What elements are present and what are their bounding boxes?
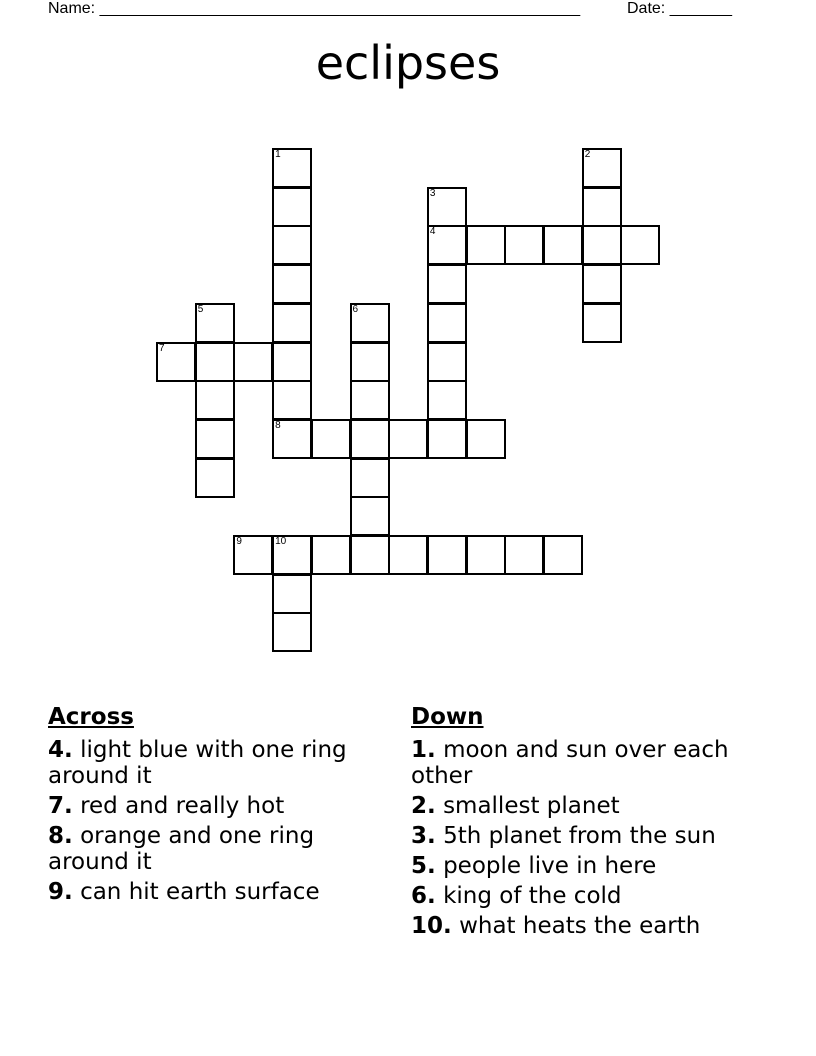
grid-cell[interactable] bbox=[388, 535, 428, 575]
clue-number: 3. bbox=[411, 823, 436, 849]
grid-cell[interactable] bbox=[272, 225, 312, 265]
across-clues bbox=[48, 704, 393, 909]
grid-cell[interactable] bbox=[195, 458, 235, 498]
clue-text: red and really hot bbox=[80, 793, 285, 819]
grid-cell[interactable] bbox=[427, 187, 467, 227]
grid-cell[interactable] bbox=[582, 264, 622, 304]
clue-number: 4. bbox=[48, 737, 73, 763]
clue-number: 1. bbox=[411, 737, 436, 763]
page-title: eclipses bbox=[315, 36, 501, 90]
grid-cell[interactable] bbox=[195, 419, 235, 459]
down-clue bbox=[411, 823, 771, 849]
clue-number: 5. bbox=[411, 853, 436, 879]
down-clue bbox=[411, 793, 771, 819]
grid-cell[interactable] bbox=[427, 535, 467, 575]
clue-number: 8. bbox=[48, 823, 73, 849]
clue-number: 2. bbox=[411, 793, 436, 819]
cell-number: 7 bbox=[159, 342, 165, 354]
grid-cell[interactable] bbox=[311, 419, 351, 459]
grid-cell[interactable] bbox=[350, 380, 390, 420]
date-field-label: Date: _______ bbox=[627, 0, 732, 17]
clue-text: light blue with one ring around it bbox=[48, 737, 347, 789]
grid-cell[interactable] bbox=[427, 380, 467, 420]
down-clue bbox=[411, 853, 771, 879]
grid-cell[interactable] bbox=[272, 303, 312, 343]
grid-cell[interactable] bbox=[582, 148, 622, 188]
cell-number: 3 bbox=[429, 187, 436, 199]
grid-cell[interactable] bbox=[350, 458, 390, 498]
grid-cell[interactable] bbox=[388, 419, 428, 459]
grid-cell[interactable] bbox=[350, 535, 390, 575]
cell-number: 2 bbox=[584, 149, 591, 160]
clue-number: 6. bbox=[411, 883, 436, 909]
grid-cell[interactable] bbox=[582, 187, 622, 227]
grid-cell[interactable] bbox=[543, 225, 583, 265]
grid-cell[interactable] bbox=[272, 187, 312, 227]
across-heading: Across bbox=[48, 704, 134, 730]
grid-cell[interactable] bbox=[272, 535, 312, 575]
grid-cell[interactable] bbox=[272, 264, 312, 304]
clue-text: what heats the earth bbox=[459, 913, 701, 939]
clue-text: people live in here bbox=[443, 853, 657, 879]
clue-text: king of the cold bbox=[443, 883, 622, 909]
grid-cell[interactable] bbox=[427, 419, 467, 459]
grid-cell[interactable] bbox=[272, 612, 312, 652]
cell-number: 1 bbox=[275, 149, 281, 160]
grid-cell[interactable] bbox=[543, 535, 583, 575]
grid-cell[interactable] bbox=[466, 419, 506, 459]
down-clue bbox=[411, 883, 771, 909]
grid-cell[interactable] bbox=[272, 380, 312, 420]
across-clue bbox=[48, 737, 393, 789]
grid-cell[interactable] bbox=[427, 264, 467, 304]
clue-text: moon and sun over each other bbox=[411, 737, 729, 789]
grid-cell[interactable] bbox=[156, 342, 196, 382]
grid-cell[interactable] bbox=[350, 303, 390, 343]
grid-cell[interactable] bbox=[233, 535, 273, 575]
clue-number: 10. bbox=[411, 913, 452, 939]
clue-text: 5th planet from the sun bbox=[443, 823, 716, 849]
grid-cell[interactable] bbox=[504, 225, 544, 265]
grid-cell[interactable] bbox=[272, 148, 312, 188]
across-clue bbox=[48, 823, 393, 875]
grid-cell[interactable] bbox=[350, 419, 390, 459]
down-clue bbox=[411, 737, 771, 789]
down-heading: Down bbox=[411, 704, 484, 730]
grid-cell[interactable] bbox=[582, 303, 622, 343]
grid-cell[interactable] bbox=[233, 342, 273, 382]
down-clues bbox=[411, 704, 771, 943]
grid-cell[interactable] bbox=[195, 342, 235, 382]
name-field-label: Name: ______________________________________________________ bbox=[48, 0, 581, 17]
across-clue bbox=[48, 879, 393, 905]
grid-cell[interactable] bbox=[427, 342, 467, 382]
cell-number: 9 bbox=[236, 536, 242, 547]
grid-cell[interactable] bbox=[272, 574, 312, 614]
cell-number: 5 bbox=[197, 303, 204, 315]
grid-cell[interactable] bbox=[350, 496, 390, 536]
cell-number: 10 bbox=[275, 536, 287, 547]
down-clue bbox=[411, 913, 771, 939]
clue-number: 9. bbox=[48, 879, 73, 905]
grid-cell[interactable] bbox=[466, 535, 506, 575]
grid-cell[interactable] bbox=[427, 303, 467, 343]
grid-cell[interactable] bbox=[620, 225, 660, 265]
grid-cell[interactable] bbox=[311, 535, 351, 575]
clue-text: can hit earth surface bbox=[80, 879, 320, 905]
grid-cell[interactable] bbox=[195, 303, 235, 343]
grid-cell[interactable] bbox=[582, 225, 622, 265]
grid-cell[interactable] bbox=[427, 225, 467, 265]
grid-cell[interactable] bbox=[272, 342, 312, 382]
grid-cell[interactable] bbox=[195, 380, 235, 420]
grid-cell[interactable] bbox=[350, 342, 390, 382]
grid-cell[interactable] bbox=[272, 419, 312, 459]
clue-text: orange and one ring around it bbox=[48, 823, 315, 875]
across-clue bbox=[48, 793, 393, 819]
cell-number: 6 bbox=[352, 303, 359, 315]
grid-cell[interactable] bbox=[466, 225, 506, 265]
cell-number: 8 bbox=[275, 419, 281, 431]
clue-text: smallest planet bbox=[443, 793, 620, 819]
clue-number: 7. bbox=[48, 793, 73, 819]
cell-number: 4 bbox=[429, 226, 436, 238]
grid-cell[interactable] bbox=[504, 535, 544, 575]
